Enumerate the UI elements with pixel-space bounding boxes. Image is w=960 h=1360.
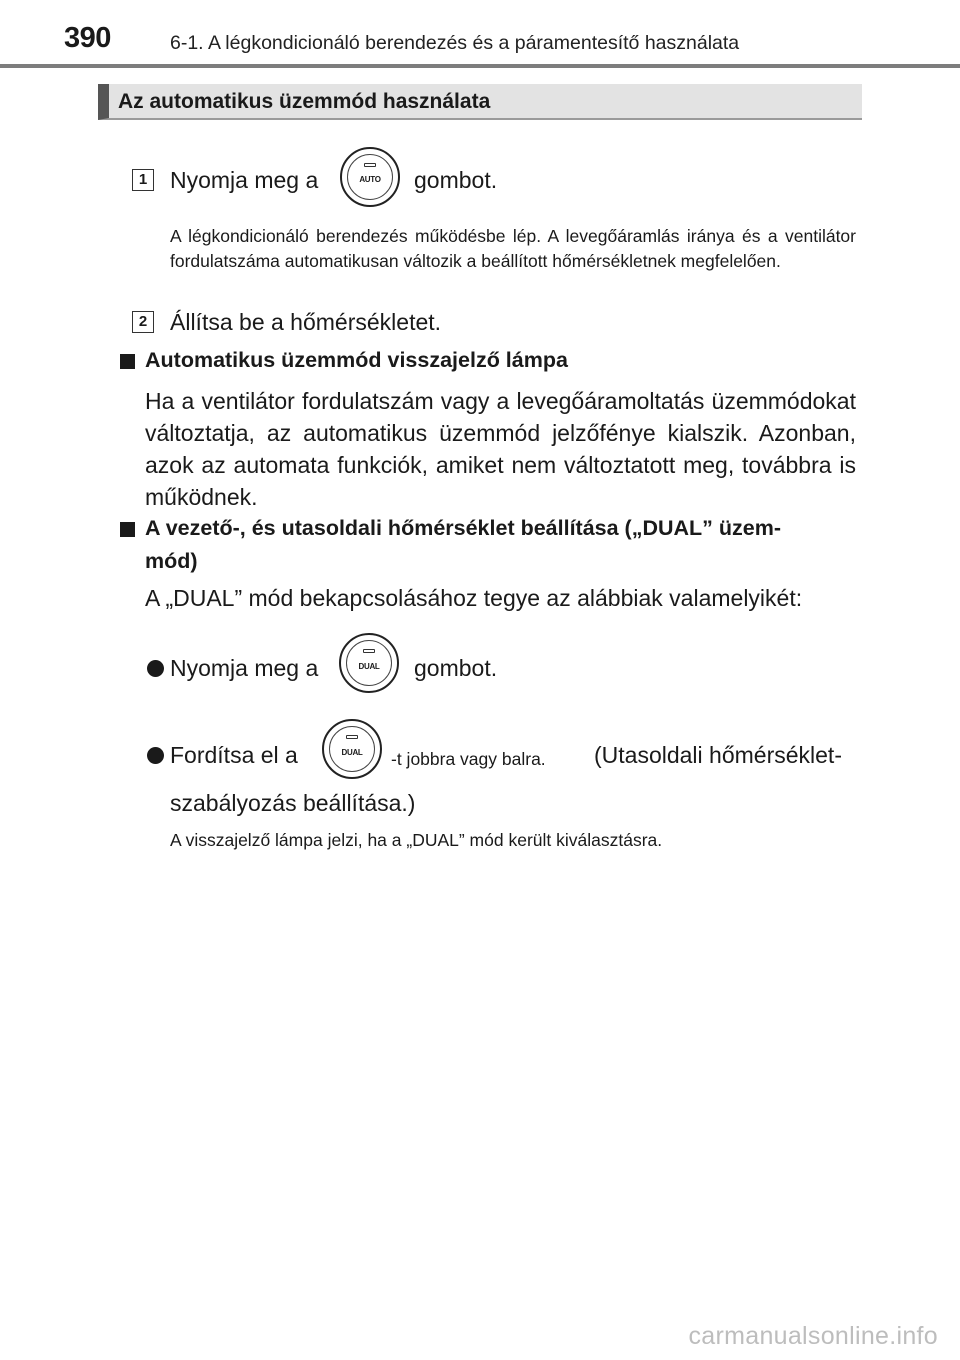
section-title: Az automatikus üzemmód használata <box>118 90 491 113</box>
watermark: carmanualsonline.info <box>688 1322 938 1350</box>
square-bullet-icon <box>120 522 135 537</box>
dual-heading-line2: mód) <box>145 549 198 573</box>
step-number-1: 1 <box>132 169 154 191</box>
round-bullet-icon <box>147 660 164 677</box>
dual-option-1-after: gombot. <box>414 655 498 681</box>
dual-note: A visszajelző lámpa jelzi, ha a „DUAL” mód került kiválasztásra. <box>170 830 663 850</box>
dual-option-2-before: Fordítsa el a <box>170 742 298 768</box>
dual-button-icon <box>339 633 399 693</box>
auto-button-label: AUTO <box>359 175 381 184</box>
indicator-body: Ha a ventilátor fordulatszám vagy a levegőáramoltatás üzemmódokat változtatja, az automatikus üzemmód jelzőfénye kialszik. Azonban, azok az automata funkciók, amiket nem változtatott meg, továbbra is működnek. <box>145 388 856 510</box>
dual-option-2-mid: -t jobbra vagy balra. <box>391 749 546 769</box>
dual-option-2-after: (Utasoldali hőmérséklet- <box>594 742 842 768</box>
dual-option-1-before: Nyomja meg a <box>170 655 319 681</box>
chapter-title: 6-1. A légkondicionáló berendezés és a páramentesítő használata <box>170 32 740 54</box>
section-title-bar <box>98 84 862 120</box>
header-rule <box>0 64 960 68</box>
step-2-text: Állítsa be a hőmérsékletet. <box>170 309 442 335</box>
dual-option-2-line2: szabályozás beállítása.) <box>170 790 416 816</box>
dual-heading-line1: A vezető-, és utasoldali hőmérséklet beállítása („DUAL” üzem- <box>145 516 782 540</box>
dual-button-label: DUAL <box>358 662 380 671</box>
step-1-text-before: Nyomja meg a <box>170 167 319 193</box>
round-bullet-icon <box>147 747 164 764</box>
step-number-2: 2 <box>132 311 154 333</box>
dual-intro: A „DUAL” mód bekapcsolásához tegye az alábbiak valamelyikét: <box>145 585 803 611</box>
square-bullet-icon <box>120 354 135 369</box>
dual-knob-label: DUAL <box>341 748 363 757</box>
page-number: 390 <box>64 22 111 54</box>
indicator-heading: Automatikus üzemmód visszajelző lámpa <box>145 348 568 372</box>
auto-button-icon <box>340 147 400 207</box>
dual-knob-icon <box>322 719 382 779</box>
step-1-note: A légkondicionáló berendezés működésbe lép. A levegőáramlás iránya és a ventilátor fordulatszáma automatikusan változik a beállított hőmérsékletnek megfelelően. <box>170 226 856 271</box>
step-1-text-after: gombot. <box>414 167 498 193</box>
